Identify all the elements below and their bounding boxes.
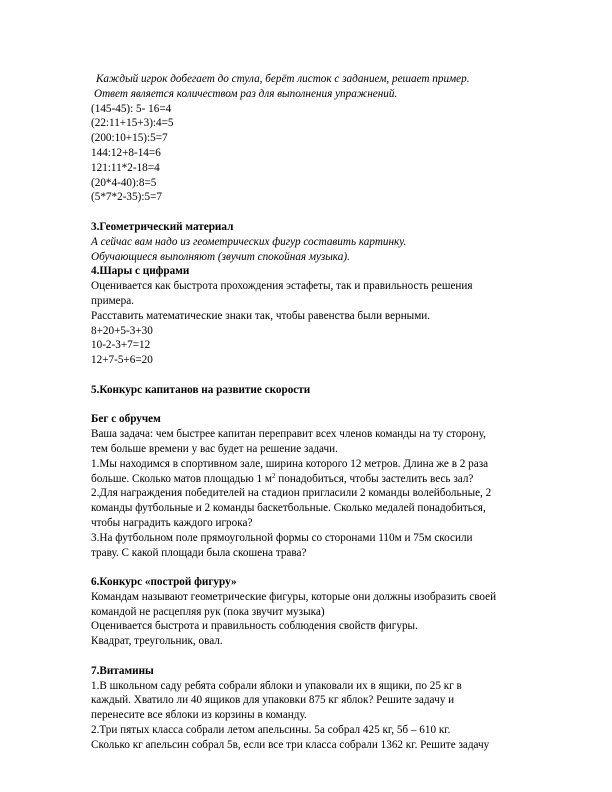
section-heading: 4.Шары с цифрами [91, 265, 190, 278]
section-text: команды футбольные и 2 команды баскетбольные. Сколько медалей понадобиться, [91, 502, 486, 515]
section-heading: 7.Витамины [91, 664, 154, 677]
superscript: 2 [271, 471, 276, 480]
section-heading: 6.Конкурс «построй фигуру» [91, 576, 237, 589]
section-text: Командам называют геометрические фигуры, которые они должны изобразить своей [91, 590, 497, 603]
section-heading: 3.Геометрический материал [91, 220, 234, 233]
section-text: Оценивается как быстрота прохождения эстафеты, так и правильность решения [91, 280, 473, 293]
section-text: 3.На футбольном поле прямоугольной формы со сторонами 110м и 75м скосили [91, 531, 473, 544]
text-run: понадобиться, чтобы застелить весь зал? [275, 472, 474, 485]
subsection-heading: Бег с обручем [91, 413, 161, 426]
intro-line: Каждый игрок добегает до стула, берёт листок с заданием, решает пример. [96, 73, 470, 85]
expression: 8+20+5-3+30 [91, 324, 153, 337]
section-text: Обучающиеся выполняют (звучит спокойная музыка). [91, 250, 350, 263]
expression: 10-2-3+7=12 [91, 339, 151, 352]
equation: (5*7*2-35):5=7 [91, 191, 162, 204]
equation: (22:11+15+3):4=5 [91, 117, 174, 130]
section-text: перенесите все яблоки из корзины в команду. [91, 709, 307, 722]
equation: (20*4-40):8=5 [91, 176, 157, 189]
text-run: больше. Сколько матов площадью 1 м [91, 472, 272, 485]
section-text: траву. С какой площади была скошена трава? [91, 546, 307, 559]
section-text: Квадрат, треугольник, овал. [91, 635, 223, 648]
section-text: примера. [91, 294, 134, 307]
section-text: А сейчас вам надо из геометрических фигур составить картинку. [91, 235, 407, 248]
section-text: Ваша задача: чем быстрее капитан переправит всех членов команды на ту сторону, [91, 428, 486, 441]
section-text: каждый. Хватило ли 40 ящиков для упаковки 875 кг яблок? Решите задачу и [91, 694, 455, 707]
equation: 144:12+8-14=6 [91, 146, 161, 159]
equation: 121:11*2-18=4 [91, 161, 160, 174]
equation: (145-45): 5- 16=4 [91, 102, 172, 115]
section-text: Оценивается быстрота и правильность соблюдения свойств фигуры. [91, 620, 418, 633]
intro-line: Ответ является количеством раз для выполнения упражнений. [94, 87, 398, 100]
equation: (200:10+15):5=7 [91, 132, 168, 145]
expression: 12+7-5+6=20 [91, 354, 153, 367]
section-text: чтобы наградить каждого игрока? [91, 516, 253, 529]
section-text [91, 472, 531, 487]
section-text: Сколько кг апельсин собрал 5в, если все три класса собрали 1362 кг. Решите задачу [91, 738, 490, 751]
section-text: тем больше времени у вас будет на решение задачи. [91, 442, 338, 455]
equation-list [91, 102, 531, 206]
section-text: Расставить математические знаки так, чтобы равенства были верными. [91, 309, 431, 322]
section-heading: 5.Конкурс капитанов на развитие скорости [91, 383, 311, 396]
document-body [91, 72, 531, 753]
section-text: командой не расцепляя рук (пока звучит музыка) [91, 605, 325, 618]
section-text: 2.Три пятых класса собрали летом апельсины. 5а собрал 425 кг, 5б – 610 кг. [91, 724, 451, 737]
section-text: 1.В школьном саду ребята собрали яблоки и упаковали их в ящики, по 25 кг в [91, 679, 462, 692]
section-text: 2.Для награждения победителей на стадион пригласили 2 команды волейбольные, 2 [91, 487, 492, 500]
section-text: 1.Мы находимся в спортивном зале, ширина которого 12 метров. Длина же в 2 раза [91, 457, 489, 470]
